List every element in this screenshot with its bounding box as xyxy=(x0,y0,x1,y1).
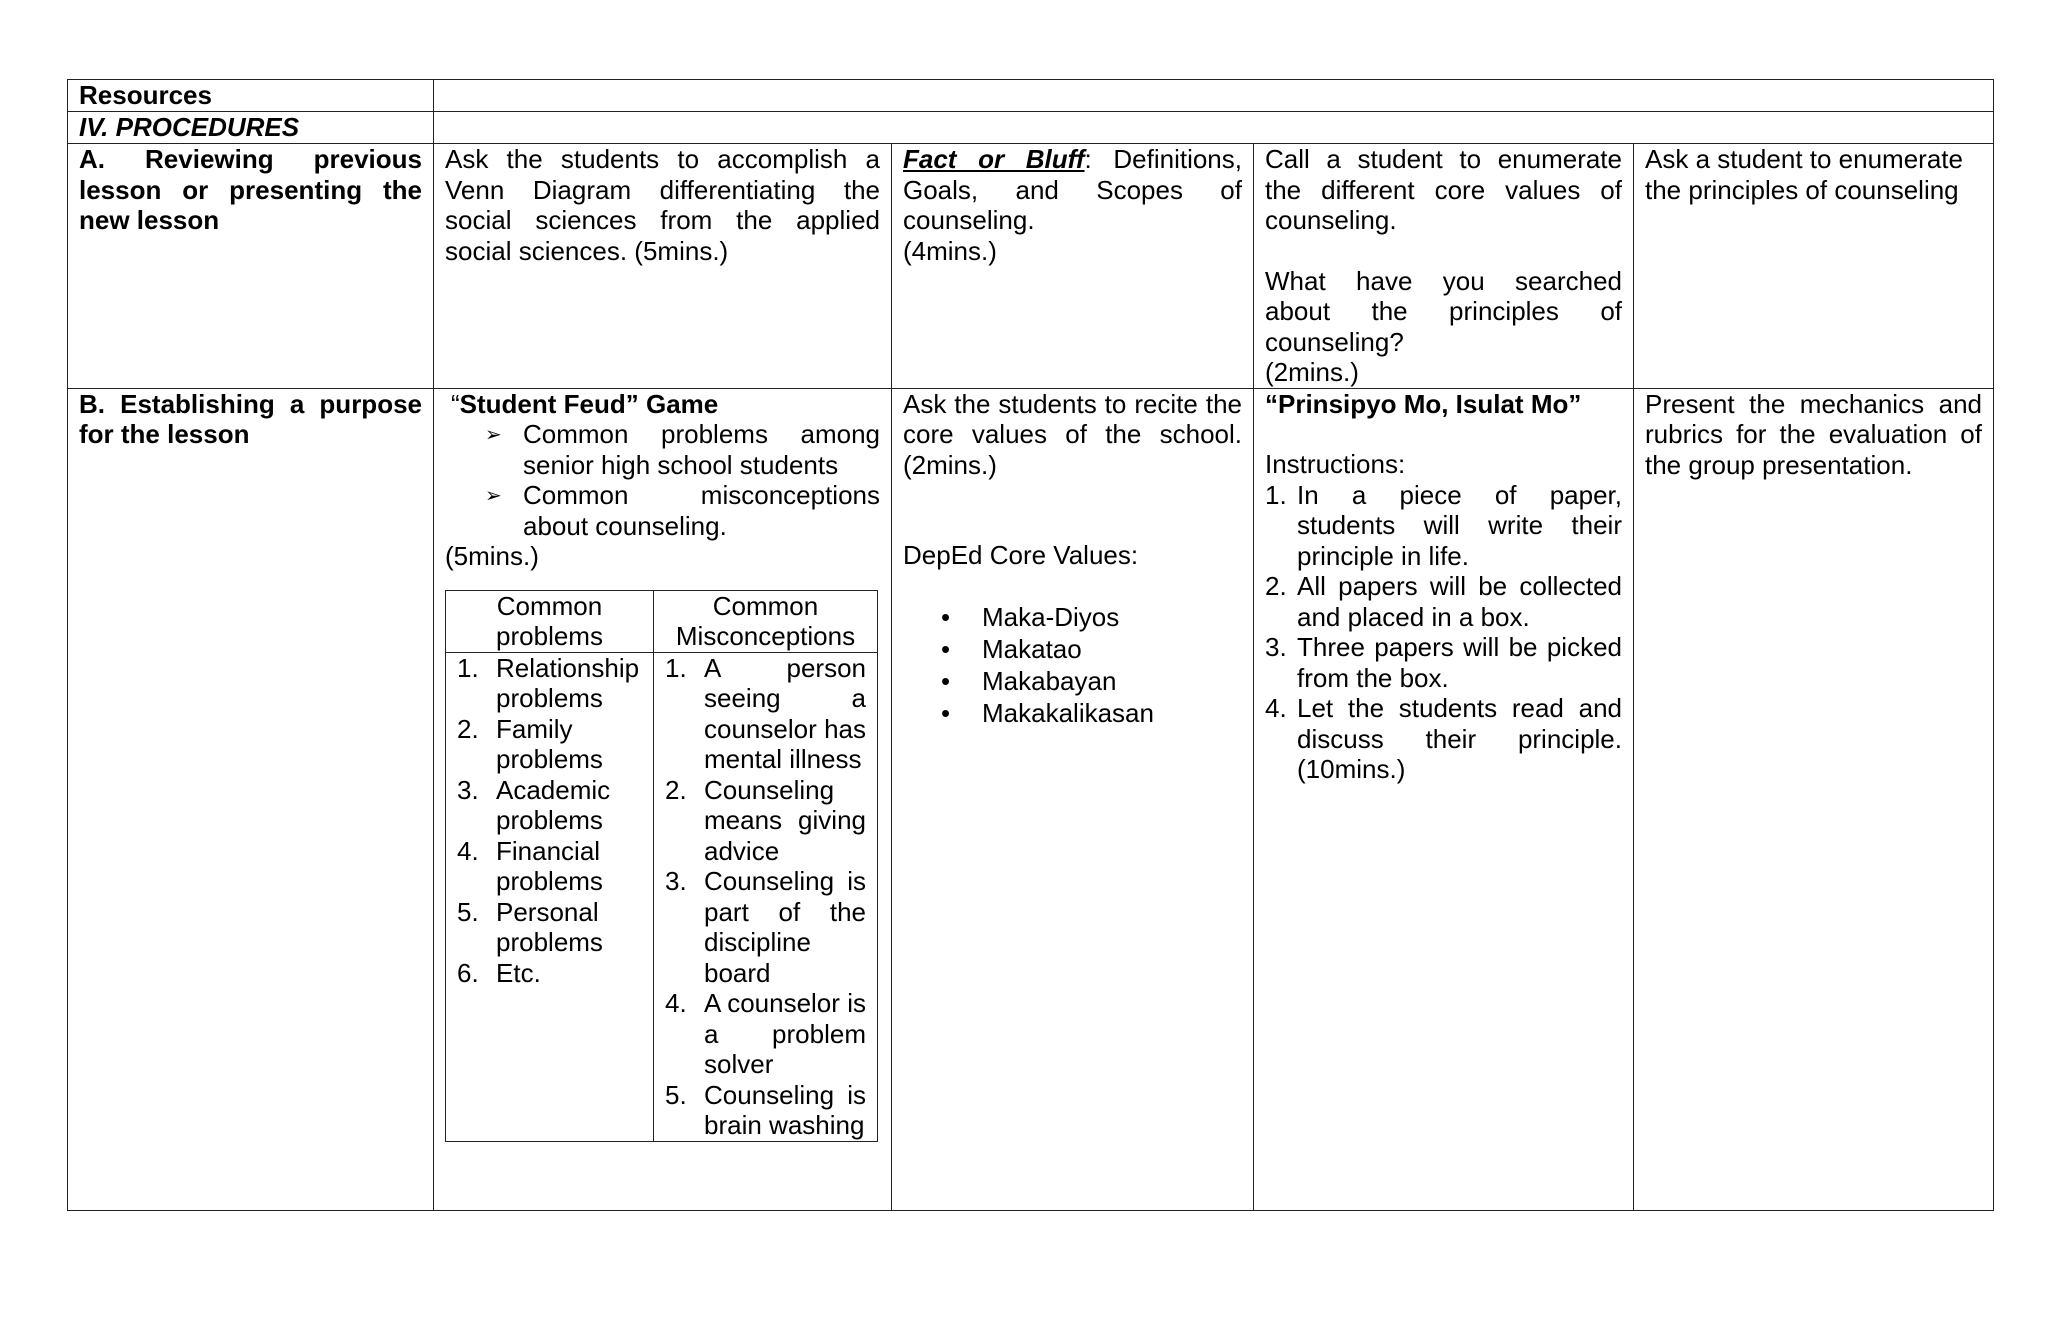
resources-label: Resources xyxy=(68,80,434,112)
list-item: 2. Family problems xyxy=(457,713,603,774)
row-b-day1 xyxy=(434,388,892,1211)
list-item: 1. In a piece of paper, students will write their principle in life. xyxy=(1265,479,1622,571)
student-feud-title: Student Feud” Game xyxy=(459,388,719,419)
core-values-list xyxy=(903,601,1242,729)
row-b-day3 xyxy=(1254,388,1634,1211)
list-item: • Makakalikasan xyxy=(903,697,1242,729)
list-item: 3. Counseling is part of the discipline board xyxy=(665,866,866,988)
procedures-row xyxy=(68,112,1994,144)
list-item: 3. Three papers will be picked from the box. xyxy=(1265,632,1622,693)
list-item: 5. Counseling is brain washing xyxy=(665,1079,866,1140)
student-feud-open-quote: “ xyxy=(451,388,460,419)
problems-misconceptions-table xyxy=(445,590,878,1142)
list-item: ➢ Common problems among senior high school students xyxy=(485,419,880,480)
list-item: 6. Etc. xyxy=(457,957,541,988)
prinsipyo-title: “Prinsipyo Mo, Isulat Mo” xyxy=(1265,388,1582,419)
row-b-day1-time: (5mins.) xyxy=(445,541,539,571)
procedures-content xyxy=(434,112,1994,144)
list-item: • Maka-Diyos xyxy=(903,601,1242,633)
list-item: 5. Personal problems xyxy=(457,896,603,957)
row-a-day3-p2: What have you searched about the principles of counseling? xyxy=(1265,265,1622,357)
list-item: ➢ Common misconceptions about counseling. xyxy=(485,480,880,541)
list-item: 2. Counseling means giving advice xyxy=(665,774,866,866)
row-a-label: A. Reviewing previous lesson or presenting the new lesson xyxy=(68,144,434,389)
row-b-label: B. Establishing a purpose for the lesson xyxy=(68,388,434,1211)
row-a-day3-p1: Call a student to enumerate the different core values of counseling. xyxy=(1265,144,1622,235)
lesson-plan-table xyxy=(67,79,1994,1211)
row-a-day1: Ask the students to accomplish a Venn Diagram differentiating the social sciences from the applied social sciences. (5mins.) xyxy=(434,144,892,389)
list-item: 2. All papers will be collected and placed in a box. xyxy=(1265,571,1622,632)
procedures-label: IV. PROCEDURES xyxy=(68,112,434,144)
instructions-label: Instructions: xyxy=(1265,449,1406,479)
row-a-day3 xyxy=(1254,144,1634,389)
misconceptions-list-cell xyxy=(654,652,878,1141)
row-a-day2-time: (4mins.) xyxy=(903,235,997,266)
row-b-day4: Present the mechanics and rubrics for the evaluation of the group presentation. xyxy=(1634,388,1994,1211)
fact-or-bluff-title: Fact or Bluff xyxy=(903,144,1085,174)
list-item: 4. Financial problems xyxy=(457,835,603,896)
row-b-day2-text: Ask the students to recite the core values of the school. (2mins.) xyxy=(903,388,1242,480)
row-a-day4: Ask a student to enumerate the principles of counseling xyxy=(1634,144,1994,389)
instruction-steps xyxy=(1265,480,1622,785)
resources-content xyxy=(434,80,1994,112)
list-item: 1. A person seeing a counselor has mental illness xyxy=(665,652,866,774)
row-a-day3-time: (2mins.) xyxy=(1265,357,1359,387)
problems-list-cell xyxy=(446,652,654,1141)
list-item: 4. A counselor is a problem solver xyxy=(665,988,866,1079)
row-b-day2 xyxy=(892,388,1254,1211)
list-item: • Makabayan xyxy=(903,665,1242,697)
row-b xyxy=(68,388,1994,1211)
fact-or-bluff-text: : Definitions, Goals, and Scopes of counseling. xyxy=(903,144,1242,235)
row-a xyxy=(68,144,1994,389)
list-item: 3. Academic problems xyxy=(457,774,611,835)
core-values-heading: DepEd Core Values: xyxy=(903,540,1139,570)
misconceptions-header: Common Misconceptions xyxy=(654,590,878,652)
list-item: • Makatao xyxy=(903,633,1242,665)
row-a-day2 xyxy=(892,144,1254,389)
problems-header: Common problems xyxy=(446,590,654,652)
list-item: 4. Let the students read and discuss their principle. (10mins.) xyxy=(1265,693,1622,784)
resources-row xyxy=(68,80,1994,112)
student-feud-bullets xyxy=(445,419,880,541)
list-item: 1. Relationship problems xyxy=(457,652,640,713)
